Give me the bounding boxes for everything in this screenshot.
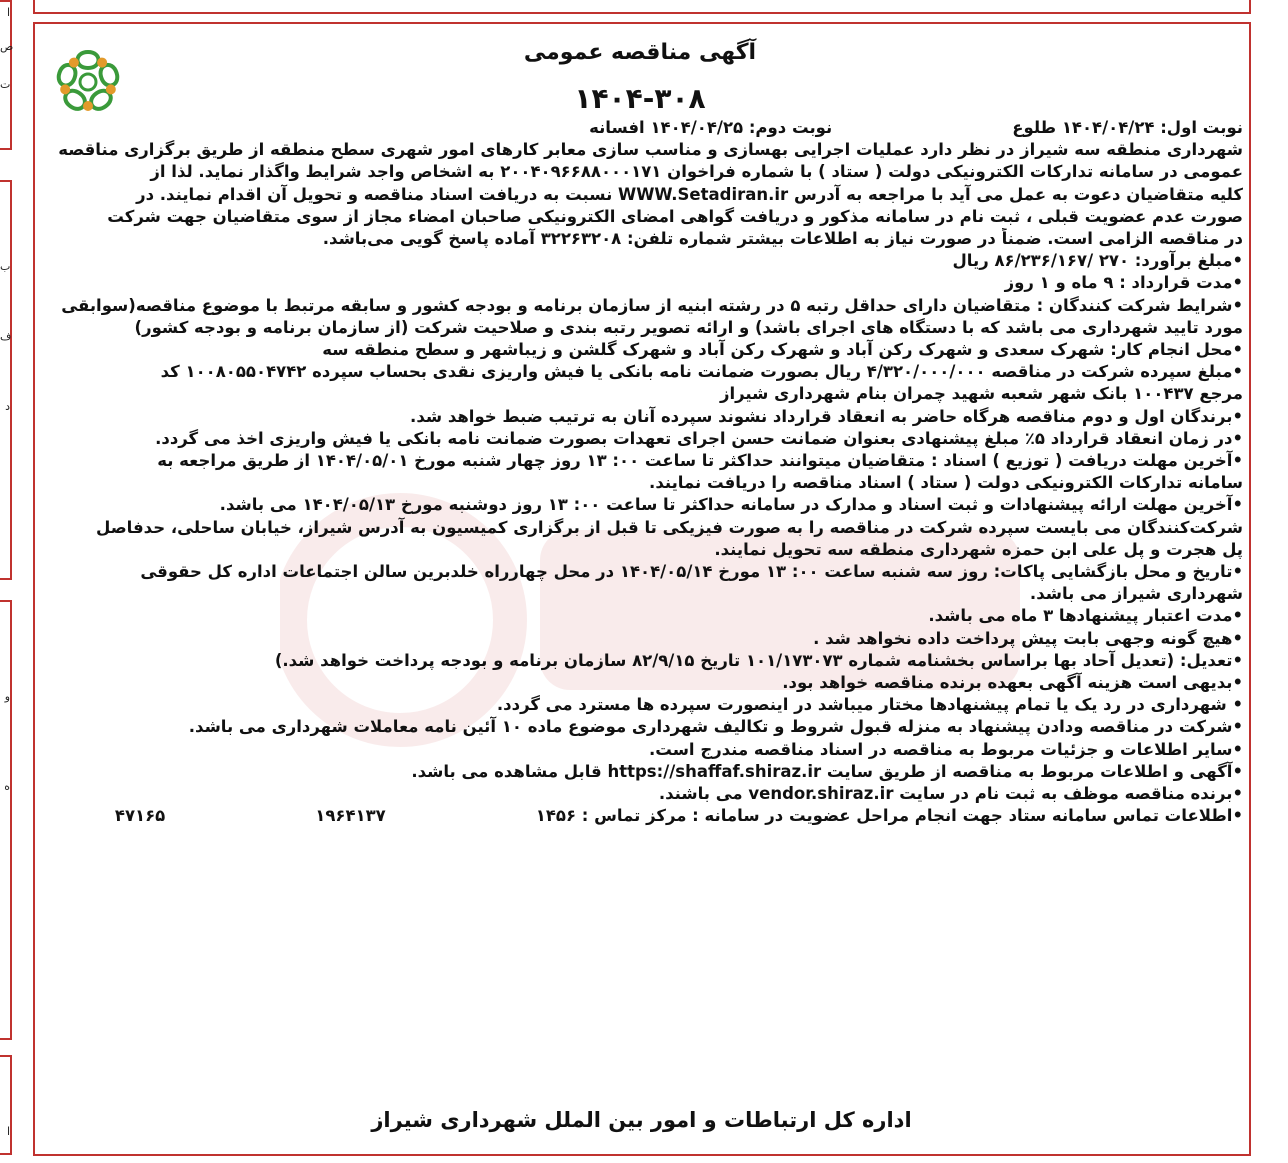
- edge-glyph: د: [5, 400, 10, 413]
- contact-phone-2: ۴۷۱۶۵: [114, 806, 166, 826]
- issue-first: نوبت اول: ۱۴۰۴/۰۴/۲۴ طلوع: [1012, 118, 1243, 137]
- body-line: •برنده مناقصه موظف به ثبت نام در سایت vendor.shiraz.ir می باشند.: [658, 784, 1243, 804]
- body-line: •آخرین مهلت ارائه پیشنهادات و ثبت اسناد و مدارک در سامانه حداکثر تا ساعت ۰۰: ۱۳ روز دوشنبه مورخ ۱۴۰۴/۰۵/۱۳ می باشد.: [219, 495, 1243, 515]
- body-line: •آگهی و اطلاعات مربوط به مناقصه از طریق سایت https://shaffaf.shiraz.ir قابل مشاهده می باشد.: [411, 761, 1243, 781]
- body-line: •مبلغ برآورد: ۲۷۰ /۸۶/۲۳۶/۱۶۷ ریال: [952, 251, 1243, 271]
- body-line: عمومی در سامانه تدارکات الکترونیکی دولت ( ستاد ) با شماره فراخوان ۲۰۰۴۰۹۶۶۸۸۰۰۰۱۷۱ به اشخاص واجد شرایط واگذار نماید. لذا از: [150, 162, 1243, 182]
- body-line: پل هجرت و پل علی ابن حمزه شهرداری منطقه سه تحویل نمایند.: [714, 539, 1243, 559]
- notice-title: آگهی مناقصه عمومی: [523, 40, 757, 65]
- body-line: •هیچ گونه وجهی بابت پیش پرداخت داده نخواهد شد .: [813, 628, 1243, 648]
- issue-dates: [40, 117, 1243, 139]
- body-line: کلیه متقاضیان دعوت به عمل می آید با مراجعه به آدرس WWW.Setadiran.ir نسبت به دریافت اسناد مناقصه و تحویل آن اقدام نمایند. در: [136, 184, 1243, 204]
- edge-glyph: ف: [0, 330, 12, 343]
- body-line: •در زمان انعقاد قرارداد ۵٪ مبلغ پیشنهادی بعنوان ضمانت حسن اجرای تعهدات بصورت ضمانت نامه بانکی یا فیش واریزی اخذ می گردد.: [155, 428, 1243, 448]
- body-line: شهرداری شیراز می باشد.: [1029, 584, 1243, 604]
- edge-glyph: و: [4, 690, 10, 703]
- notice-header: [40, 30, 1240, 120]
- body-line: •برندگان اول و دوم مناقصه هرگاه حاضر به انعقاد قرارداد نشوند سپرده آنان به ترتیب ضبط خواهد شد.: [410, 406, 1243, 426]
- body-line: •بدیهی است هزینه آگهی بعهده برنده مناقصه خواهد بود.: [782, 673, 1243, 693]
- body-line: •محل انجام کار: شهرک سعدی و شهرک رکن آباد و شهرک رکن آباد و شهرک گلشن و زیباشهر و سطح منطقه سه: [322, 340, 1243, 360]
- edge-glyph: ص: [0, 40, 14, 53]
- contact-line: [40, 805, 1243, 827]
- body-line: •شرایط شرکت کنندگان : متقاضیان دارای حداقل رتبه ۵ در رشته ابنیه از سازمان برنامه و بودجه کشور و سابقه مرتبط با موضوع مناقصه(سوابقی: [61, 295, 1243, 315]
- left-column-frame: [0, 180, 12, 580]
- body-line: •تعدیل: (تعدیل آحاد بها براساس بخشنامه شماره ۱۰۱/۱۷۳۰۷۳ تاریخ ۸۲/۹/۱۵ سازمان برنامه و بودجه پرداخت خواهد شد.): [274, 650, 1243, 670]
- body-line: سامانه تدارکات الکترونیکی دولت ( ستاد ) اسناد مناقصه را دریافت نمایند.: [649, 473, 1243, 493]
- body-line: شرکت‌کنندگان می بایست سپرده شرکت در مناقصه را به صورت فیزیکی تا قبل از برگزاری کمیسیون به آدرس شیراز، خیابان ساحلی، حدفاصل: [96, 517, 1243, 537]
- edge-glyph: ا: [6, 6, 10, 19]
- body-line: •مدت قرارداد : ۹ ماه و ۱ روز: [1004, 273, 1243, 293]
- body-line: •آخرین مهلت دریافت ( توزیع ) اسناد : متقاضیان میتوانند حداکثر تا ساعت ۰۰: ۱۳ روز چهار شنبه مورخ ۱۴۰۴/۰۵/۰۱ از طریق مراجعه به: [157, 451, 1243, 471]
- signature: اداره کل ارتباطات و امور بین الملل شهرداری شیراز: [371, 1108, 912, 1132]
- body-line: مرجع ۱۰۰۴۳۷ بانک شهر شعبه شهید چمران بنام شهرداری شیراز: [720, 384, 1243, 404]
- left-column-frame: [0, 1055, 12, 1155]
- body-line: •سایر اطلاعات و جزئیات مربوط به مناقصه در اسناد مناقصه مندرج است.: [648, 739, 1243, 759]
- body-line: •تاریخ و محل بازگشایی پاکات: روز سه شنبه ساعت ۰۰: ۱۳ مورخ ۱۴۰۴/۰۵/۱۴ در محل چهارراه خلدبرین سالن اجتماعات اداره کل حقوقی: [140, 562, 1243, 582]
- edge-glyph: ه: [4, 780, 10, 793]
- body-line: در مناقصه الزامی است. ضمناً در صورت نیاز به اطلاعات بیشتر شماره تلفن: ۳۲۲۶۳۲۰۸ آماده پاسخ گویی می‌باشد.: [322, 229, 1243, 249]
- left-column-frame: [0, 0, 12, 150]
- body-line: •شرکت در مناقصه ودادن پیشنهاد به منزله قبول شروط و تکالیف شهرداری موضوع ماده ۱۰ آئین نامه معاملات شهرداری می باشد.: [188, 717, 1243, 737]
- top-frame: [33, 0, 1251, 14]
- body-line: •مبلغ سپرده شرکت در مناقصه ۴/۳۲۰/۰۰۰/۰۰۰ ریال بصورت ضمانت نامه بانکی یا فیش واریزی نقدی بحساب سپرده ۱۰۰۸۰۵۵۰۴۷۴۲ کد: [160, 362, 1243, 382]
- edge-glyph: ا: [6, 1125, 10, 1138]
- body-line: •مدت اعتبار پیشنهادها ۳ ماه می باشد.: [928, 606, 1243, 626]
- body-line: شهرداری منطقه سه شیراز در نظر دارد عملیات اجرایی بهسازی و مناسب سازی معابر کارهای امور شهری سطح منطقه از طریق برگزاری مناقصه: [58, 140, 1243, 160]
- contact-text: •اطلاعات تماس سامانه ستاد جهت انجام مراحل عضویت در سامانه : مرکز تماس : ۱۴۵۶: [535, 806, 1243, 826]
- notice-body: [40, 117, 1243, 828]
- body-line: مورد تایید شهرداری می باشد که با دستگاه های اجرای باشد) و ارائه تصویر رتبه بندی و صلاحیت شرکت (از سازمان برنامه و بودجه کشور): [134, 317, 1243, 337]
- edge-glyph: ت: [0, 78, 11, 91]
- tender-number: ۱۴۰۴-۳۰۸: [574, 82, 706, 115]
- edge-glyph: ب: [0, 260, 11, 273]
- contact-phone-1: ۱۹۶۴۱۳۷: [315, 806, 386, 826]
- body-line: صورت عدم عضویت قبلی ، ثبت نام در سامانه مذکور و دریافت گواهی امضای الکترونیکی صاحبان امضاء مجاز از سوی متقاضیان جهت شرکت: [107, 206, 1243, 226]
- body-line: • شهرداری در رد یک یا تمام پیشنهادها مختار میباشد در اینصورت سپرده ها مسترد می گردد.: [496, 695, 1243, 715]
- issue-second: نوبت دوم: ۱۴۰۴/۰۴/۲۵ افسانه: [589, 118, 833, 137]
- left-column-frame: [0, 600, 12, 1040]
